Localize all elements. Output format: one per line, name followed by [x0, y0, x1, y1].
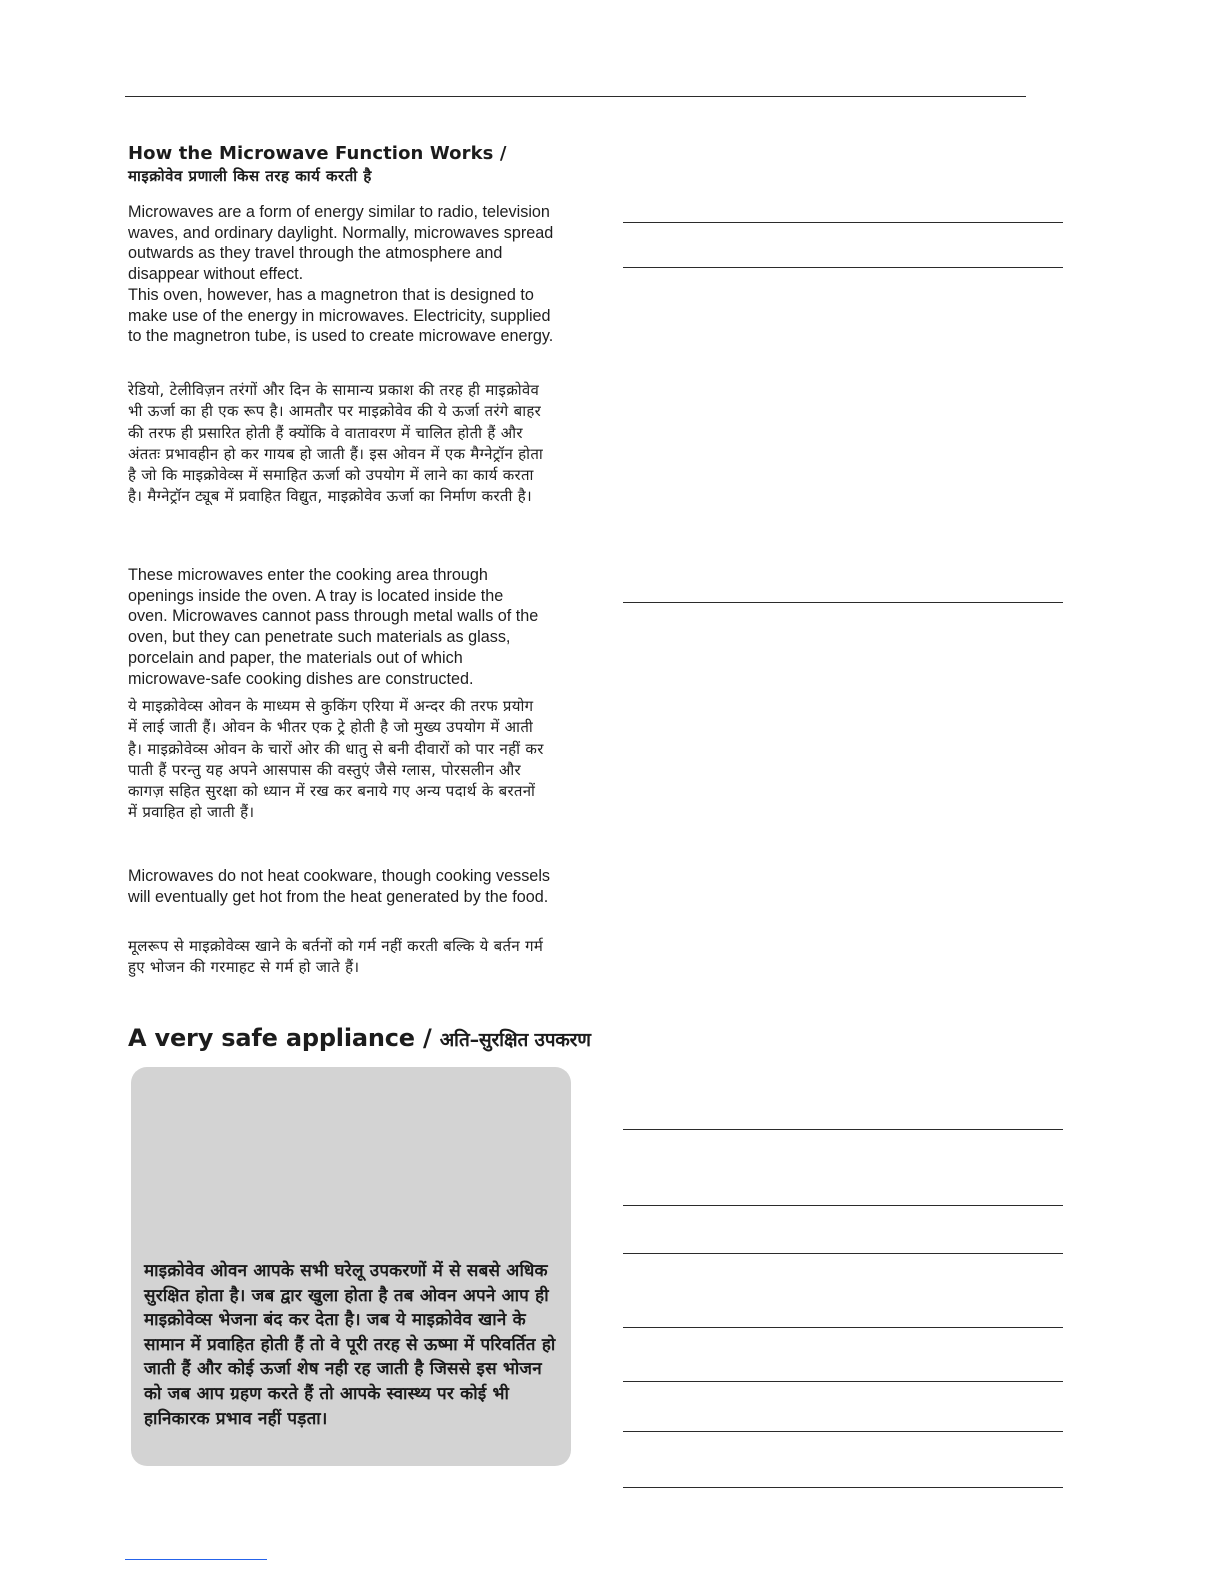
right-rule-10	[623, 1487, 1063, 1488]
paragraph-3-hi: मूलरूप से माइक्रोवेव्स खाने के बर्तनों को गर्म नहीं करती बल्कि ये बर्तन गर्म हुए भोजन की गरमाहट से गर्म हो जाते हैं।	[128, 937, 544, 977]
right-rule-8	[623, 1381, 1063, 1382]
safe-appliance-heading-hi: अति–सुरक्षित उपकरण	[439, 1029, 591, 1051]
section-heading-en: How the Microwave Function Works /	[128, 143, 507, 164]
paragraph-1-hi: रेडियो, टेलीविज़न तरंगों और दिन के सामान्य प्रकाश की तरह ही माइक्रोवेव भी ऊर्जा का ही एक रूप है। आमतौर पर माइक्रोवेव की ये ऊर्जा तरंगे बाहर की तरफ ही प्रसारित होती हैं क्योंकि वे वातावरण में चालित होती हैं और अंततः प्रभावहीन हो कर गायब हो जाती हैं। इस ओवन में एक मैग्नेट्रॉन होता है जो कि माइक्रोवेव्स में समाहित ऊर्जा को उपयोग में लाने का कार्य करता है। मैग्नेट्रॉन ट्यूब में प्रवाहित विद्युत, माइक्रोवेव ऊर्जा का निर्माण करती है।	[128, 381, 544, 506]
section-heading	[128, 143, 507, 186]
footer-rule	[125, 1559, 267, 1560]
paragraph-2-en: These microwaves enter the cooking area through openings inside the oven. A tray is located inside the oven. Microwaves cannot pass through metal walls of the oven, but they can penetrate such materials as glass, porcelain and paper, the materials out of which microwave-safe cooking dishes are constructed.	[128, 566, 539, 688]
safe-appliance-text: माइक्रोवेव ओवन आपके सभी घरेलू उपकरणों में से सबसे अधिक सुरक्षित होता है। जब द्वार खुला होता है तब ओवन अपने आप ही माइक्रोवेव्स भेजना बंद कर देता है। जब ये माइक्रोवेव खाने के सामान में प्रवाहित होती हैं तो वे पूरी तरह से ऊष्मा में परिवर्तित हो जाती हैं और कोई ऊर्जा शेष नही रह जाती है जिससे इस भोजन को जब आप ग्रहण करते हैं तो आपके स्वास्थ्य पर कोई भी हानिकारक प्रभाव नहीं पड़ता।	[144, 1261, 556, 1429]
paragraph-1-en: Microwaves are a form of energy similar to radio, television waves, and ordinary daylight. Normally, microwaves spread outwards as they travel through the atmosphere and disappear without effect.	[128, 203, 554, 284]
paragraph-2-hi: ये माइक्रोवेव्स ओवन के माध्यम से कुकिंग एरिया में अन्दर की तरफ प्रयोग में लाई जाती हैं। ओवन के भीतर एक ट्रे होती है जो मुख्य उपयोग में आती है। माइक्रोवेव्स ओवन के चारों ओर की धातु से बनी दीवारों को पार नहीं कर पाती हैं परन्तु यह अपने आसपास की वस्तुएं जैसे ग्लास, पोरसलीन और कागज़ सहित सुरक्षा को ध्यान में रख कर बनाये गए अन्य पदार्थ के बरतनों में प्रवाहित हो जाती हैं।	[128, 697, 544, 822]
right-rule-2	[623, 267, 1063, 268]
right-rule-3	[623, 602, 1063, 603]
section-heading-hi: माइक्रोवेव प्रणाली किस तरह कार्य करती है	[128, 167, 372, 185]
right-rule-9	[623, 1431, 1063, 1432]
right-rule-1	[623, 222, 1063, 223]
right-rule-5	[623, 1205, 1063, 1206]
paragraph-1b-en: This oven, however, has a magnetron that is designed to make use of the energy in microwaves. Electricity, supplied to the magnetron tube, is used to create microwave energy.	[128, 286, 554, 346]
safe-appliance-heading-en: A very safe appliance /	[128, 1024, 440, 1052]
safe-appliance-heading	[128, 1024, 591, 1052]
right-rule-7	[623, 1327, 1063, 1328]
right-rule-6	[623, 1253, 1063, 1254]
header-rule	[125, 96, 1026, 97]
right-rule-4	[623, 1129, 1063, 1130]
paragraph-3-en: Microwaves do not heat cookware, though cooking vessels will eventually get hot from the heat generated by the food.	[128, 867, 551, 906]
safe-appliance-box	[131, 1067, 571, 1466]
